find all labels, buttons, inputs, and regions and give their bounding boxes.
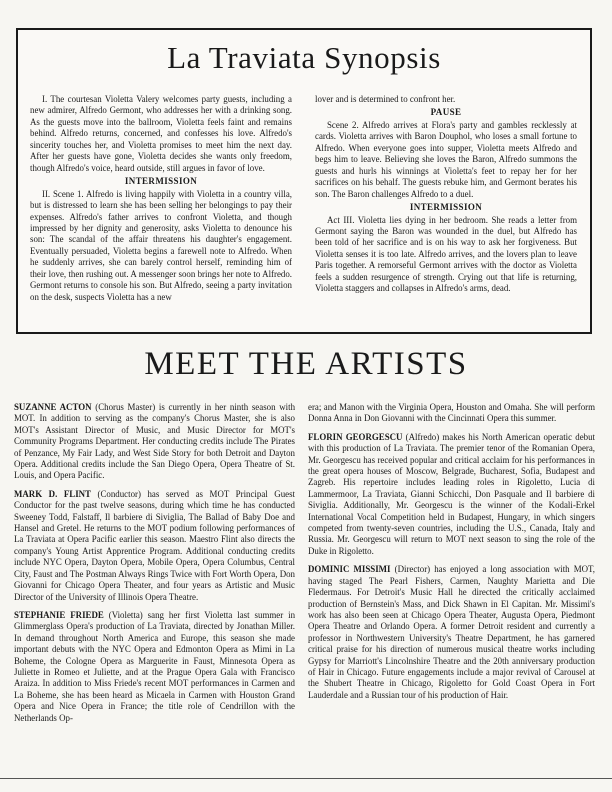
bio-florin-georgescu xyxy=(308,432,595,557)
synopsis-column-left xyxy=(30,94,292,303)
artist-name: MARK D. FLINT xyxy=(14,488,91,499)
act3-paragraph: Act III. Violetta lies dying in her bedroom. She reads a letter from Germont saying the Baron was wounded in the duel, but Alfredo has been told of her sacrifice and is on his way to ask her forgiveness. But Violetta senses it is too late. Alfredo arrives, and the lovers plan to leave Paris together. A remorseful Germont arrives with the doctor as Violetta feels a sudden resurgence of strength. Crying out that life is returning, Violetta staggers and collapses in Alfredo's arms, dead. xyxy=(315,214,577,294)
artists-title: MEET THE ARTISTS xyxy=(144,346,468,382)
synopsis-column-right xyxy=(315,94,577,295)
artist-name: SUZANNE ACTON xyxy=(14,402,92,412)
artist-name: DOMINIC MISSIMI xyxy=(308,564,391,575)
bio-mark-flint xyxy=(14,489,295,603)
artist-name: FLORIN GEORGESCU xyxy=(308,431,403,442)
artists-column-left xyxy=(14,402,295,731)
intermission-heading: INTERMISSION xyxy=(124,176,198,187)
intermission-heading: INTERMISSION xyxy=(409,202,483,213)
act2-scene1-paragraph: II. Scene 1. Alfredo is living happily with Violetta in a country villa, but is distressed to learn she has been selling her belongings to pay their expenses. Alfredo's father arrives to confront Violetta, and though impressed by her dignity and generosity, asks Violetta to denounce his son: The scandal of the affair threatens his daughter's engagement. Eventually persuaded, Violetta begins a farewell note to Alfredo. When he suddenly arrives, she can barely control herself, reminding him of their love, then rushing out. A messenger soon brings her note to Alfredo. Germont returns to console his son. But Alfredo, seeing a party invitation on the desk, suspects Violetta has a new xyxy=(30,188,292,302)
act2-scene2-paragraph: Scene 2. Alfredo arrives at Flora's party and gambles recklessly at cards. Violetta arrives with Baron Douphol, who loses a small fortune to Alfredo. When everyone goes into supper, Violetta meets Alfredo and begs him to leave. Believing she loves the Baron, Alfredo summons the guests and hurls his winnings at Violetta's feet to repay her for her sacrifices on his behalf. The guests rebuke him, and Germont berates his son. The Baron challenges Alfredo to a duel. xyxy=(315,119,577,199)
bio-stephanie-friede-continued: era; and Manon with the Virginia Opera, Houston and Omaha. She will perform Donna Anna in Don Giovanni with the Cincinnati Opera this summer. xyxy=(308,402,595,424)
synopsis-title: La Traviata Synopsis xyxy=(167,40,441,75)
act2-scene1-continuation: lover and is determined to confront her. xyxy=(315,94,456,104)
artist-bio-text: (Director) has enjoyed a long association with MOT, having staged The Pearl Fishers, Carmen, Naughty Marietta and Die Fledermaus. For Detroit's Music Hall he directed the critically acclaimed production of Bernstein's Mass, and Dick Shawn in El Capitan. Mr. Missimi's work has also been seen at Chicago Opera Theater, Augusta Opera, Piedmont Opera Theatre and Orlando Opera. A former Detroit resident and currently a professor in Northwestern University's Theatre Department, he has garnered critical praise for his direction of numerous musical theatre works including Gypsy for Marriott's Lincolnshire Theatre and the 20th anniversary production of Hair in Chicago. Future engagements include a major revival of Carousel at the Shubert Theatre in Chicago, Rigoletto for Gold Coast Opera in Fort Lauderdale and a Russian tour of his production of Hair. xyxy=(308,564,595,700)
bio-suzanne-acton xyxy=(14,402,295,482)
bio-dominic-missimi xyxy=(308,564,595,701)
artist-bio-text: (Conductor) has served as MOT Principal Guest Conductor for the past twelve seasons, during which time he has conducted Sweeney Todd, Falstaff, Il barbiere di Siviglia, The Ballad of Baby Doe and Hansel and Gretel. He returns to the MOT podium following performances of La Traviata at Opera Pacific earlier this season. Maestro Flint also directs the company's Young Artist Apprentice Program. Additional conducting credits include NYC Opera, Dayton Opera, Mobile Opera, Opera Columbus, Central City, Faust and The Postman Always Rings Twice with Fort Worth Opera, Don Giovanni for Chicago Opera Theater, and four years as Artistic and Music Director of the University of Illinois Opera Theatre. xyxy=(14,488,295,602)
artist-bio-text: (Violetta) sang her first Violetta last summer in Glimmerglass Opera's production of La Traviata, directed by Jonathan Miller. In demand throughout North America and Europe, this season she made important debuts with the NYC Opera and Edmonton Opera as Mimi in La Boheme, the Cologne Opera as Marguerite in Faust, Minnesota Opera as Juliette in Romeo et Juliette, and at the Prague Opera Gala with Francisco Araiza. In addition to Miss Friede's recent MOT performances in Carmen and La Boheme, she has been heard as Micaela in Carmen with Houston Grand Opera and Nice Opera in France; the title role of Cendrillon with the Netherlands Op- xyxy=(14,609,296,723)
act1-paragraph: I. The courtesan Violetta Valery welcomes party guests, including a new admirer, Alfredo Germont, who addresses her with a drinking song. As the guests move into the ballroom, Violetta feels faint and remains behind. Alfredo returns, concerned, and confesses his love. Alfredo's sincerity touches her, and Violetta promises to meet him the next day. After her guests have gone, Violetta decides she wants only freedom, though Alfredo's voice, heard outside, still argues in favor of love. xyxy=(30,94,292,173)
bottom-rule xyxy=(0,778,612,779)
artist-name: STEPHANIE FRIEDE xyxy=(14,609,104,620)
pause-heading: PAUSE xyxy=(430,107,462,118)
artists-column-right xyxy=(308,402,595,708)
bio-stephanie-friede xyxy=(14,610,295,724)
artist-bio-text: (Chorus Master) is currently in her ninth season with MOT. In addition to serving as the company's Chorus Master, she is also MOT's Assistant Director of Music, and Music Director for MOT's Community Programs Department. Her conducting credits include The Pirates of Penzance, My Fair Lady, and West Side Story for both Detroit and Dayton Opera. Additional credits include the San Diego Opera, Opera Theatre of St. Louis, and Opera Pacific. xyxy=(14,402,296,481)
artist-bio-text: (Alfredo) makes his North American operatic debut with this production of La Traviata. The premier tenor of the Romanian Opera, Mr. Georgescu has received popular and critical acclaim for his performances in the great opera houses of Moscow, Belgrade, Bucharest, Sofia, Budapest and Zagreb. His repertoire includes leading roles in Rigoletto, Lucia di Lammermoor, La Traviata, Gianni Schicchi, Don Pasquale and Il barbiere di Siviglia. Additionally, Mr. Georgescu is the winner of the Kodali-Erkel International Vocal Competition held in Budapest, Hungary, in which singers competed from twenty-seven countries, including the U.S., Canada, Italy and Russia. Mr. Georgescu will return to MOT next season to sing the role of the Duke in Rigoletto. xyxy=(308,431,596,556)
synopsis-box xyxy=(16,28,592,334)
